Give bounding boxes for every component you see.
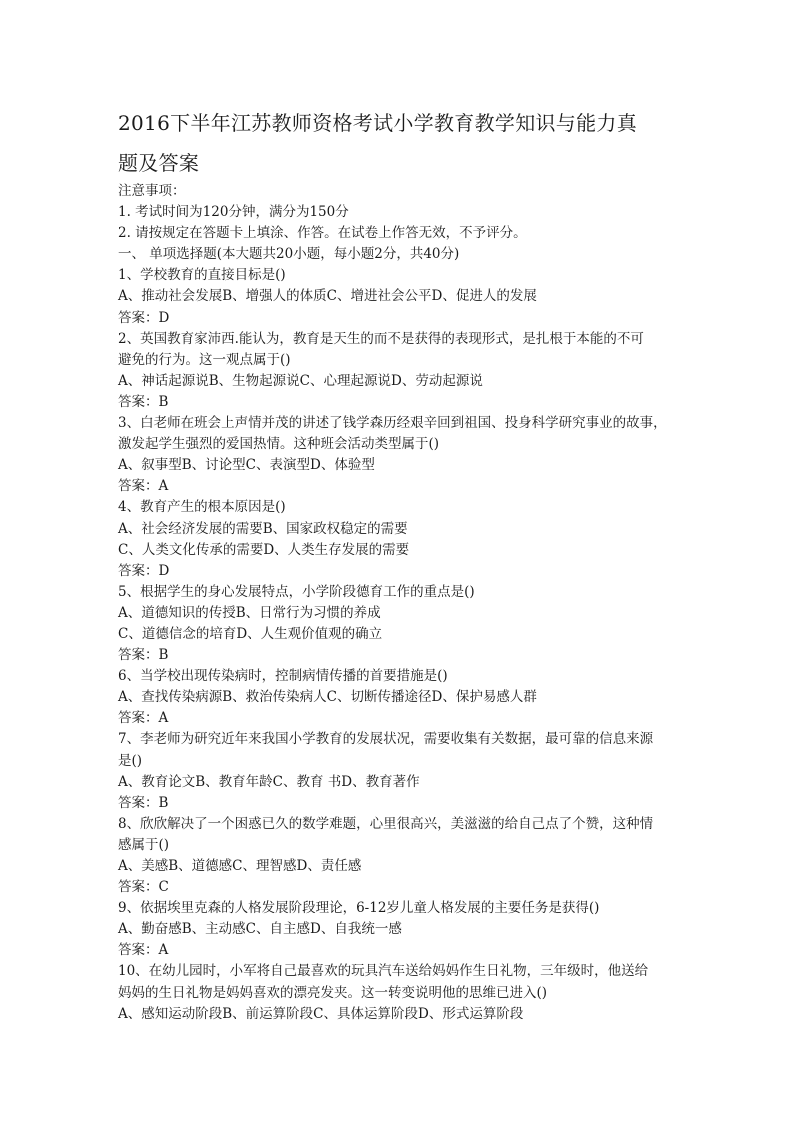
text-line: 4、教育产生的根本原因是() xyxy=(118,499,286,516)
text-line: 1. 考试时间为120分钟，满分为150分 xyxy=(118,204,349,221)
text-line: A、勤奋感B、主动感C、自主感D、自我统一感 xyxy=(118,921,402,938)
text-line: 5、根据学生的身心发展特点，小学阶段德育工作的重点是() xyxy=(118,583,475,600)
text-line: A、神话起源说B、生物起源说C、心理起源说D、劳动起源说 xyxy=(118,372,483,389)
text-line: 答案：A xyxy=(118,710,169,727)
text-line: 8、欣欣解决了一个困惑已久的数学难题，心里很高兴，美滋滋的给自己点了个赞，这种情 xyxy=(118,815,654,832)
text-line: 答案：B xyxy=(118,794,169,811)
text-line: 2、英国教育家沛西.能认为，教育是天生的而不是获得的表现形式，是扎根于本能的不可 xyxy=(118,330,644,347)
text-line: 6、当学校出现传染病时，控制病情传播的首要措施是() xyxy=(118,668,448,685)
text-line: 3、白老师在班会上声情并茂的讲述了钱学森历经艰辛回到祖国、投身科学研究事业的故事， xyxy=(118,415,667,432)
text-line: 是() xyxy=(118,752,143,769)
text-line: 答案：A xyxy=(118,942,169,959)
text-line: A、社会经济发展的需要B、国家政权稳定的需要 xyxy=(118,520,408,537)
text-line: 避免的行为。这一观点属于() xyxy=(118,351,291,368)
text-line: 9、依据埃里克森的人格发展阶段理论，6-12岁儿童人格发展的主要任务是获得() xyxy=(118,900,600,917)
text-line: 感属于() xyxy=(118,836,170,853)
text-line: A、美感B、道德感C、理智感D、责任感 xyxy=(118,858,362,874)
text-line: 10、在幼儿园时，小军将自己最喜欢的玩具汽车送给妈妈作生日礼物，三年级时，他送给 xyxy=(118,963,649,980)
text-line: 2. 请按规定在答题卡上填涂、作答。在试卷上作答无效，不予评分。 xyxy=(118,225,527,242)
text-line: A、推动社会发展B、增强人的体质C、增进社会公平D、促进人的发展 xyxy=(118,288,537,305)
title-line-1: 2016下半年江苏教师资格考试小学教育教学知识与能力真 xyxy=(118,111,637,135)
text-line: C、道德信念的培育D、人生观价值观的确立 xyxy=(118,625,383,642)
text-line: A、叙事型B、讨论型C、表演型D、体验型 xyxy=(118,457,375,474)
text-line: 答案：D xyxy=(118,562,170,579)
text-line: 1、学校教育的直接目标是() xyxy=(118,267,286,284)
text-line: A、感知运动阶段B、前运算阶段C、具体运算阶段D、形式运算阶段 xyxy=(118,1005,524,1022)
text-line: 答案：B xyxy=(118,647,169,664)
document-title xyxy=(118,103,718,183)
text-line: A、道德知识的传授B、日常行为习惯的养成 xyxy=(118,604,381,621)
text-line: 妈妈的生日礼物是妈妈喜欢的漂亮发夹。这一转变说明他的思维已进入() xyxy=(118,984,548,1001)
text-line: 注意事项： xyxy=(118,183,186,199)
text-line: 答案：D xyxy=(118,309,170,326)
text-line: 答案：C xyxy=(118,879,169,896)
text-line: C、人类文化传承的需要D、人类生存发展的需要 xyxy=(118,541,410,558)
title-line-2: 题及答案 xyxy=(118,151,200,175)
text-line: A、查找传染病源B、救治传染病人C、切断传播途径D、保护易感人群 xyxy=(118,689,537,706)
text-line: A、教育论文B、教育年龄C、教育 书D、教育著作 xyxy=(118,773,420,790)
text-line: 答案：B xyxy=(118,393,169,410)
text-line: 答案：A xyxy=(118,478,169,495)
document-body xyxy=(118,181,718,1025)
text-line: 一、 单项选择题(本大题共20小题，每小题2分，共40分) xyxy=(118,246,460,263)
text-line: 激发起学生强烈的爱国热情。这种班会活动类型属于() xyxy=(118,436,440,453)
text-line: 7、李老师为研究近年来我国小学教育的发展状况，需要收集有关数据，最可靠的信息来源 xyxy=(118,731,654,748)
